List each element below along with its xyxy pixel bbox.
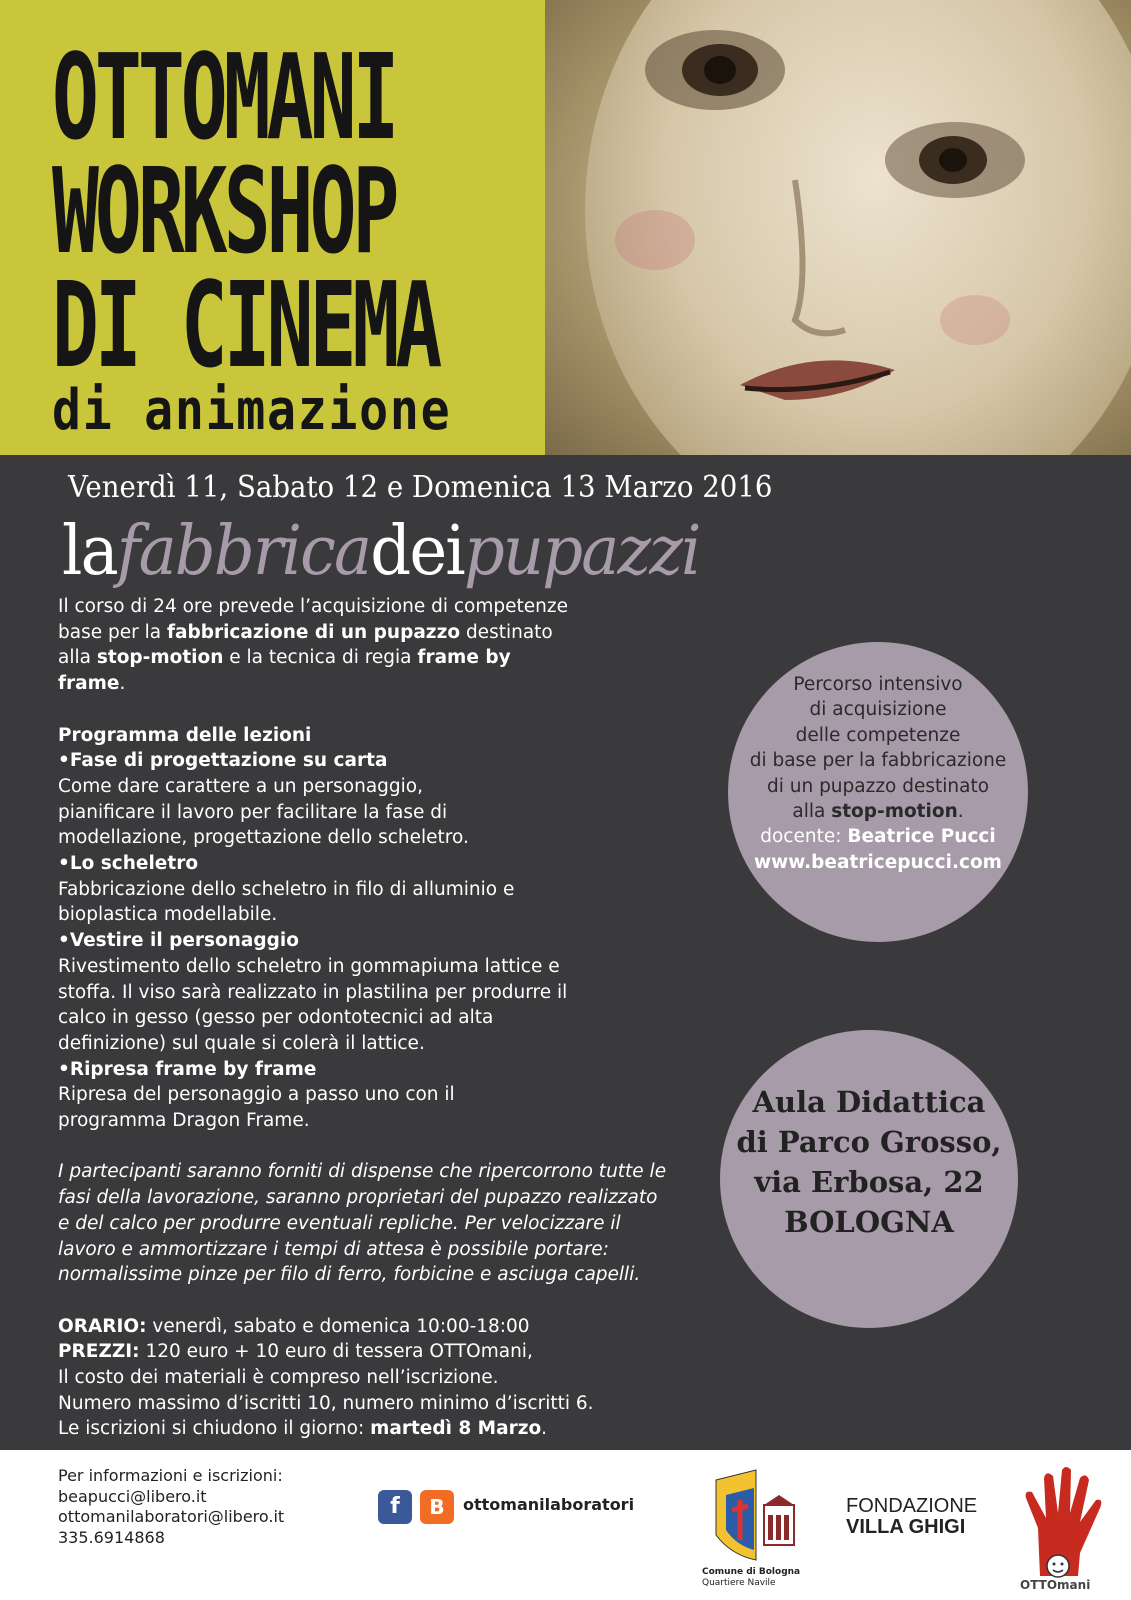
- fondazione-line-1: FONDAZIONE: [846, 1495, 978, 1517]
- title-line-3: DI CINEMA: [52, 256, 439, 394]
- comune-name: Comune di Bologna: [702, 1567, 801, 1577]
- ottomani-label: OTTOmani: [1020, 1578, 1091, 1592]
- title-part-dei: dei: [370, 512, 464, 591]
- summary-line: .: [957, 801, 964, 823]
- program-item-text: Ripresa del personaggio a passo uno con il programma Dragon Frame.: [58, 1084, 455, 1132]
- intro-text: destinato alla: [58, 621, 553, 669]
- summary-line: alla: [792, 801, 832, 823]
- comune-label: [702, 1567, 800, 1589]
- social-handle[interactable]: ottomanilaboratori: [463, 1495, 635, 1514]
- contact-email-2[interactable]: ottomanilaboratori@libero.it: [58, 1507, 285, 1526]
- details-section: [58, 1314, 678, 1443]
- program-item-title: •Fase di progettazione su carta: [58, 750, 388, 772]
- contact-info: [58, 1466, 284, 1548]
- program-item-text: Come dare carattere a un personaggio, pianificare il lavoro per facilitare la fase di modellazione, progettazione dello scheletro.: [58, 775, 469, 849]
- program-section: [58, 723, 568, 1134]
- prezzi-label: PREZZI:: [58, 1341, 140, 1363]
- venue-line: Aula Didattica: [752, 1085, 986, 1119]
- summary-bold: stop-motion: [831, 801, 958, 823]
- course-summary-circle: [728, 642, 1028, 942]
- title-part-pupazzi: pupazzi: [463, 512, 700, 591]
- program-heading: Programma delle lezioni: [58, 724, 312, 746]
- contact-heading: Per informazioni e iscrizioni:: [58, 1466, 283, 1485]
- intro-bold: stop-motion: [96, 647, 224, 669]
- program-item-title: •Vestire il personaggio: [58, 930, 299, 952]
- summary-line: di base per la fabbricazione: [749, 750, 1007, 772]
- summary-line: di un pupazzo destinato: [766, 775, 990, 797]
- intro-text: e la tecnica di regia: [223, 647, 418, 669]
- title-part-la: la: [62, 512, 117, 591]
- venue-line: di Parco Grosso,: [736, 1125, 1002, 1159]
- title-line-4: di animazione: [52, 378, 452, 443]
- materiali-text: Il costo dei materiali è compreso nell’iscrizione.: [58, 1367, 499, 1389]
- summary-line: Percorso intensivo: [793, 674, 963, 695]
- blogger-icon[interactable]: B: [420, 1490, 454, 1524]
- venue-circle: [720, 1030, 1018, 1328]
- title-line-2: WORKSHOP: [52, 142, 396, 280]
- teacher-website-link[interactable]: www.beatricepucci.com: [754, 851, 1002, 873]
- course-description: [58, 594, 678, 1442]
- summary-line: di acquisizione: [809, 699, 947, 721]
- orario-value: venerdì, sabato e domenica 10:00-18:00: [146, 1315, 530, 1337]
- chiusura-date: martedì 8 Marzo: [370, 1418, 542, 1440]
- teacher-label: docente:: [760, 826, 848, 848]
- title-line-1: OTTOMANI: [52, 28, 396, 166]
- contact-phone[interactable]: 335.6914868: [58, 1527, 165, 1547]
- ottomani-hand-logo-icon: [1018, 1458, 1108, 1593]
- header: [0, 0, 1131, 455]
- chiusura-end: .: [541, 1418, 548, 1440]
- intro-paragraph: [58, 594, 578, 697]
- fondazione-line-2: VILLA GHIGI: [846, 1516, 966, 1538]
- quartiere-name: Quartiere Navile: [702, 1578, 776, 1588]
- program-item-text: Rivestimento dello scheletro in gommapiuma lattice e stoffa. Il viso sarà realizzato in plastilina per produrre il calco in gesso (gesso per odontotecnici ad alta definizione) sul quale si colerà il lattice.: [58, 955, 568, 1054]
- puppet-face-photo: [545, 0, 1131, 455]
- contact-email-1[interactable]: beapucci@libero.it: [58, 1486, 207, 1506]
- intro-bold: fabbricazione di un pupazzo: [166, 621, 461, 643]
- footer: [0, 1450, 1131, 1600]
- chiusura-text: Le iscrizioni si chiudono il giorno:: [58, 1418, 371, 1440]
- teacher-name: Beatrice Pucci: [847, 826, 996, 848]
- orario-label: ORARIO:: [58, 1315, 147, 1337]
- event-title: [62, 512, 700, 591]
- program-item-title: •Ripresa frame by frame: [58, 1058, 317, 1080]
- puppet-face-illustration: [545, 0, 1131, 455]
- venue-line: via Erbosa, 22: [754, 1165, 984, 1199]
- header-title-panel: [0, 0, 545, 455]
- facebook-icon[interactable]: f: [378, 1490, 412, 1524]
- summary-line: delle competenze: [795, 724, 961, 746]
- prezzi-value: 120 euro + 10 euro di tessera OTTOmani,: [139, 1341, 533, 1363]
- intro-text: .: [119, 673, 126, 695]
- notes-paragraph: I partecipanti saranno forniti di dispense che ripercorrono tutte le fasi della lavorazione, saranno proprietari del pupazzo realizzato e del calco per produrre eventuali repliche. Per velocizzare il lavoro e ammortizzare i tempi di attesa è possibile portare: normalissime pinze per filo di ferro, forbicine e asciuga capelli.: [58, 1161, 667, 1286]
- venue-city: BOLOGNA: [784, 1205, 954, 1239]
- intro-bold: frame by frame: [58, 647, 511, 695]
- program-item-text: Fabbricazione dello scheletro in filo di alluminio e bioplastica modellabile.: [58, 878, 515, 926]
- iscritti-text: Numero massimo d’iscritti 10, numero minimo d’iscritti 6.: [58, 1392, 594, 1414]
- program-item-title: •Lo scheletro: [58, 853, 199, 875]
- intro-text: Il corso di 24 ore prevede l’acquisizione di competenze base per la: [58, 596, 568, 643]
- event-dates: Venerdì 11, Sabato 12 e Domenica 13 Marzo 2016: [68, 470, 773, 505]
- fondazione-villa-ghigi-logo: [846, 1496, 977, 1538]
- title-part-fabbrica: fabbrica: [116, 512, 371, 591]
